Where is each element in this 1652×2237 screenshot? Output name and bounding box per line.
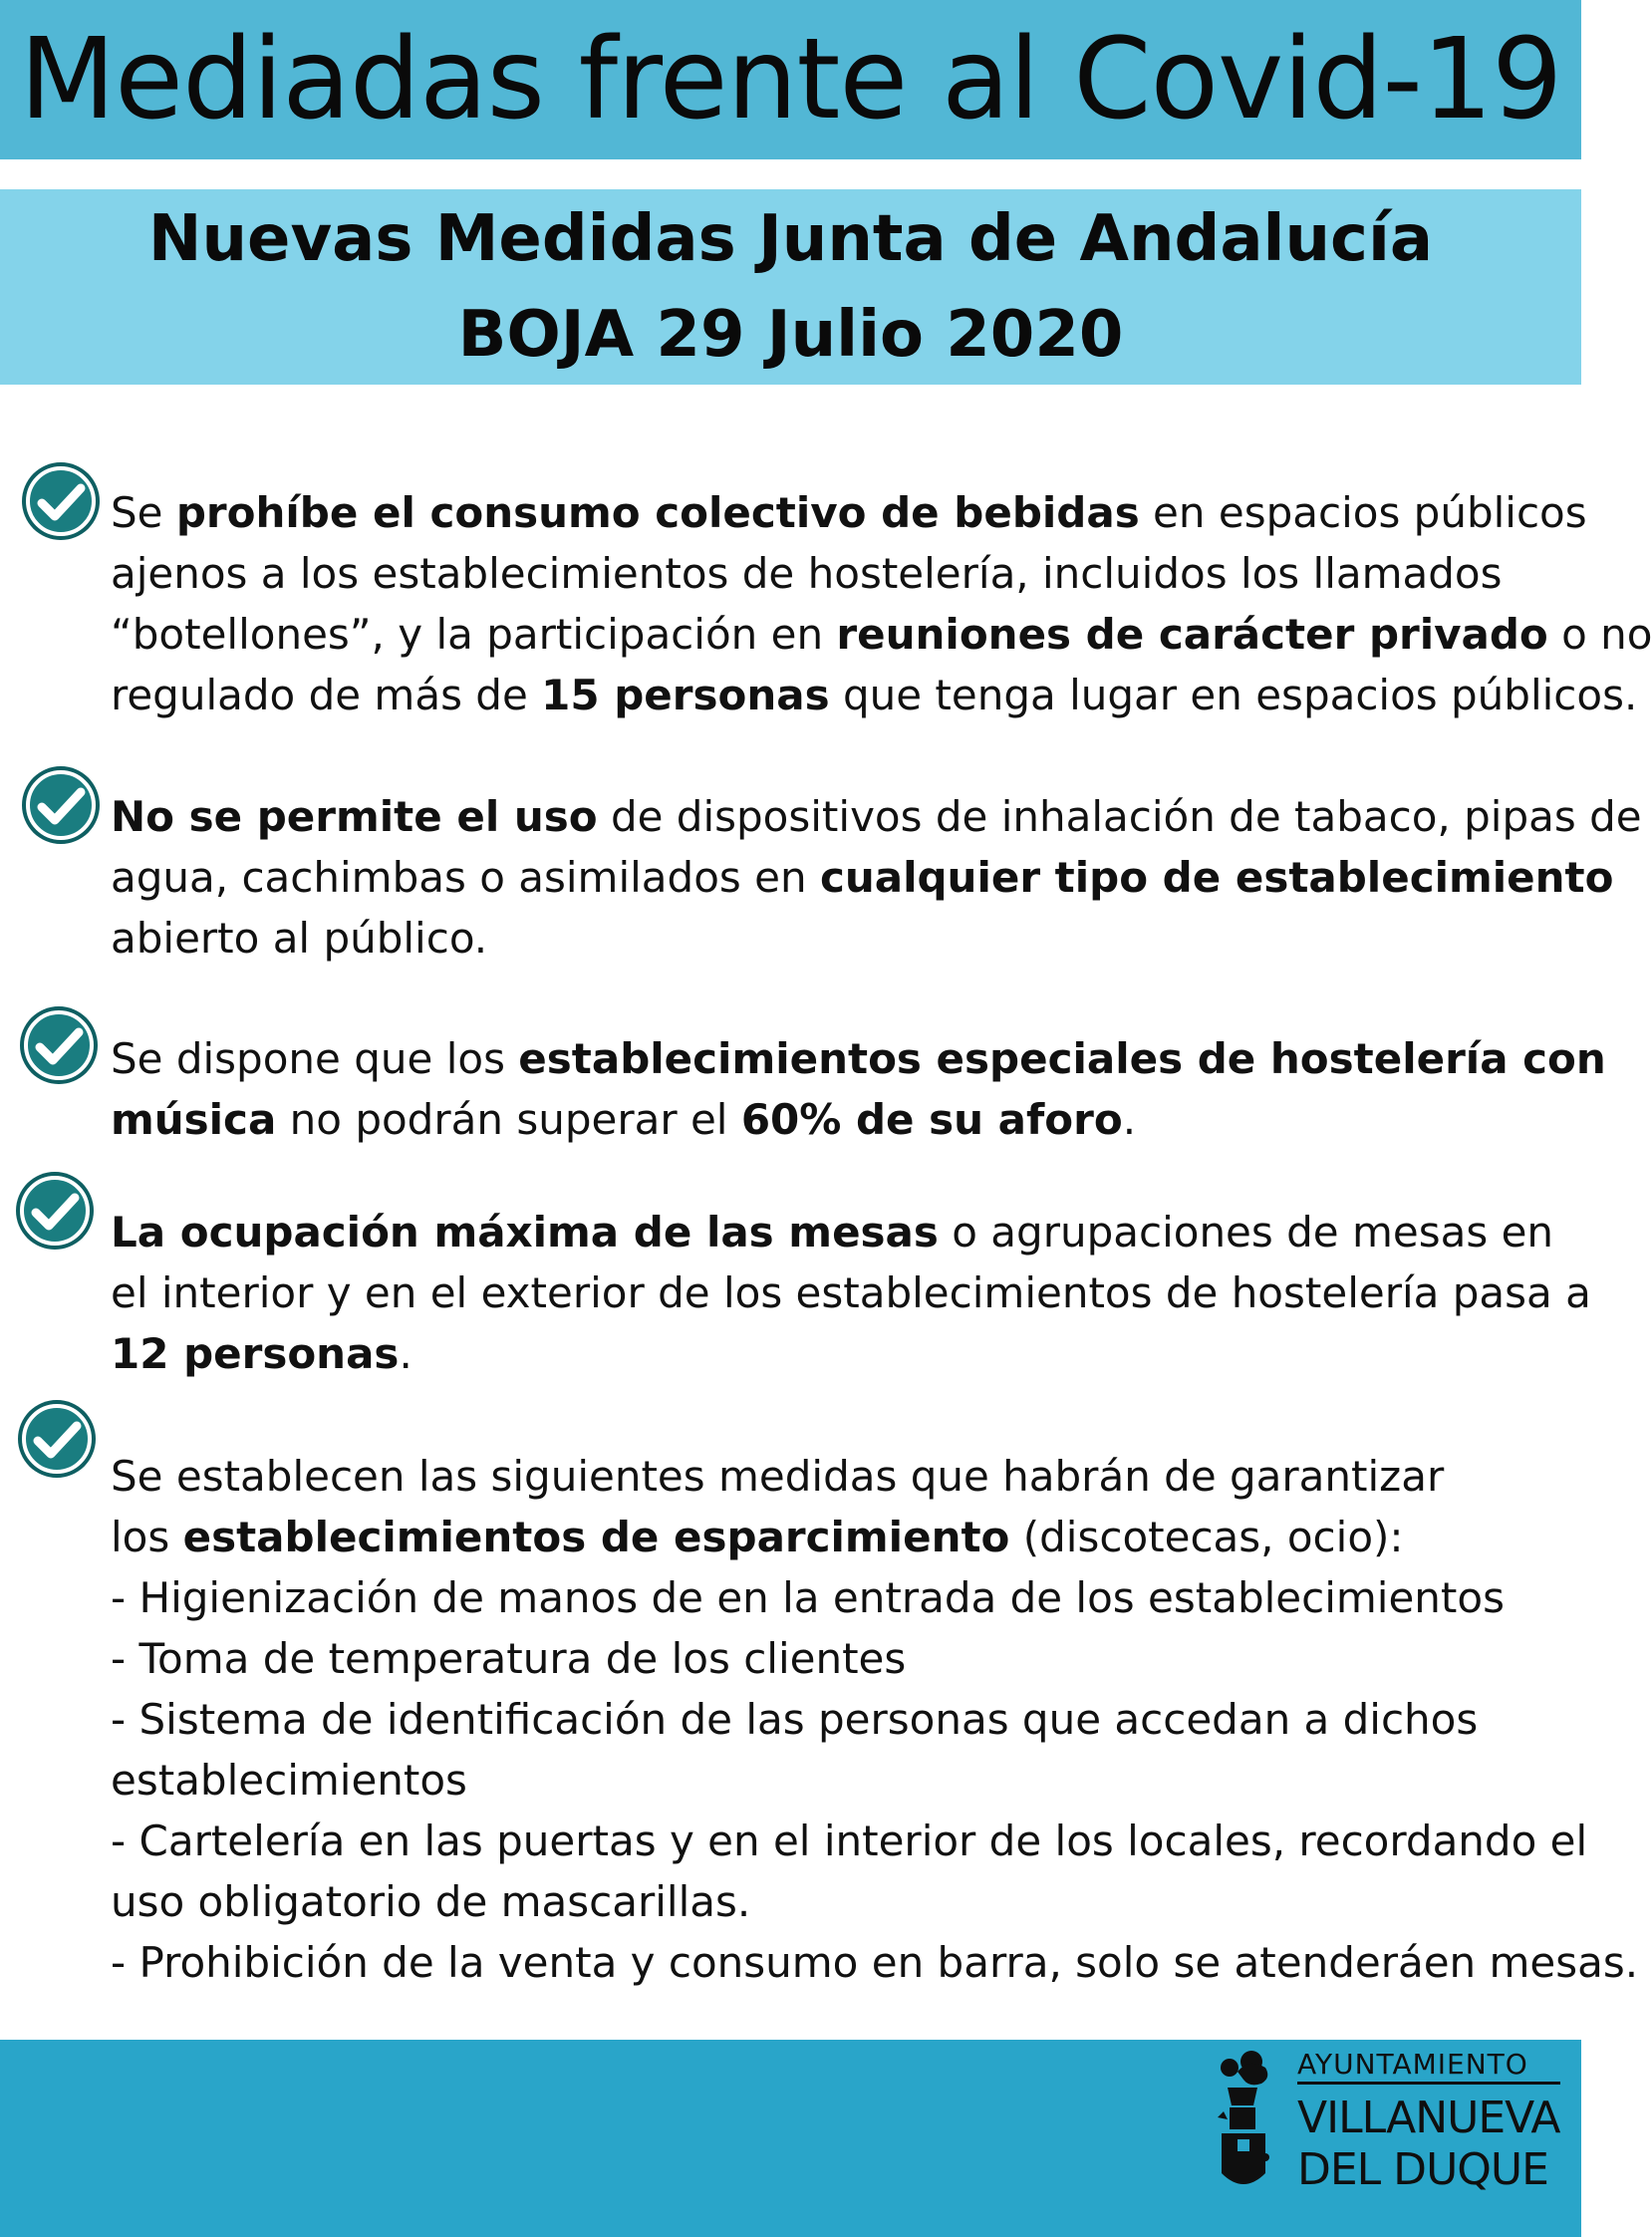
body-text: agua, cachimbas o asimilados en [111,853,820,902]
body-text: (discotecas, ocio): [1009,1513,1404,1561]
measure-text [111,1028,1606,1150]
logo-line-3: DEL DUQUE [1297,2144,1548,2195]
body-text: - Toma de temperatura de los clientes [111,1634,907,1683]
emphasis-text: reuniones de carácter privado [836,610,1548,659]
measure-text [111,786,1642,969]
subheader-line-2: BOJA 29 Julio 2020 [457,298,1124,372]
measure-text-line [111,1871,1555,1932]
emphasis-text: establecimientos especiales de hostelería con [518,1034,1606,1083]
measure-text-line [111,1446,1555,1507]
measure-text-line [111,1811,1588,1871]
measure-text-line [111,604,1652,665]
emphasis-text: cualquier tipo de establecimiento [819,853,1614,902]
body-text: - Sistema de identificación de las personas que accedan a dichos [111,1695,1479,1744]
checkmark-icon [16,1398,98,1480]
measure-text-line [111,1567,1555,1628]
body-text: . [1122,1095,1137,1144]
measure-text-line [111,786,1642,847]
measure-text-line [111,1628,1555,1689]
page-title: Mediadas frente al Covid-19 [19,15,1562,144]
emphasis-text: prohíbe el consumo colectivo de bebidas [175,488,1140,537]
body-text: el interior y en el exterior de los establecimientos de hostelería pasa a [111,1268,1591,1317]
measure-text-line [111,1262,1591,1323]
logo-line-2: VILLANUEVA [1297,2093,1560,2143]
measure-text-line [111,543,1555,604]
measure-text-line [111,1750,1555,1811]
body-text: que tenga lugar en espacios públicos. [829,671,1638,719]
measure-text-line [111,1689,1555,1750]
body-text: no podrán superar el [276,1095,741,1144]
measure-text [111,482,1652,725]
measure-text-line [111,1932,1639,1993]
measure-text [111,1202,1591,1384]
body-text: de dispositivos de inhalación de tabaco, pipas de [597,792,1642,841]
measure-text-line [111,847,1614,908]
subheader-band [0,189,1581,385]
emphasis-text: No se permite el uso [111,792,598,841]
checkmark-icon [18,1004,100,1086]
measure-text-line [111,482,1587,543]
body-text: ajenos a los establecimientos de hostelería, incluidos los llamados [111,549,1503,598]
title-bar [0,0,1581,159]
body-text: “botellones”, y la participación en [111,610,837,659]
emphasis-text: 15 personas [541,671,830,719]
body-text: regulado de más de [111,671,542,719]
measure-text-line [111,1323,1555,1384]
body-text: . [399,1329,413,1378]
body-text: abierto al público. [111,914,488,963]
logo-line-1: AYUNTAMIENTO [1297,2048,1560,2085]
emphasis-text: música [111,1095,277,1144]
body-text: en espacios públicos [1139,488,1587,537]
logo-text [1297,2048,1560,2196]
coat-of-arms-icon [1208,2048,1287,2232]
measure-text [111,1446,1639,1993]
measure-text-line [111,665,1638,725]
checkmark-icon [20,460,102,542]
measure-text-line [111,1028,1606,1089]
body-text: o agrupaciones de mesas en [938,1208,1554,1257]
subheader-line-1: Nuevas Medidas Junta de Andalucía [147,202,1434,276]
body-text: Se dispone que los [111,1034,519,1083]
body-text: - Higienización de manos de en la entrada de los establecimientos [111,1573,1505,1622]
body-text: Se [111,488,176,537]
emphasis-text: 12 personas [111,1329,400,1378]
body-text: los [111,1513,183,1561]
body-text: o no [1547,610,1652,659]
body-text: - Prohibición de la venta y consumo en barra, solo se atenderáen mesas. [111,1938,1639,1987]
checkmark-icon [14,1170,96,1252]
measure-text-line [111,1507,1555,1567]
emphasis-text: La ocupación máxima de las mesas [111,1208,939,1257]
measure-text-line [111,1089,1555,1150]
municipality-logo [1208,2048,1560,2232]
emphasis-text: establecimientos de esparcimiento [182,1513,1010,1561]
measure-text-line [111,1202,1555,1262]
measure-text-line [111,908,1555,969]
body-text: uso obligatorio de mascarillas. [111,1877,751,1926]
checkmark-icon [20,764,102,846]
body-text: - Cartelería en las puertas y en el interior de los locales, recordando el [111,1817,1588,1865]
body-text: establecimientos [111,1756,467,1805]
body-text: Se establecen las siguientes medidas que habrán de garantizar [111,1452,1445,1501]
emphasis-text: 60% de su aforo [740,1095,1123,1144]
